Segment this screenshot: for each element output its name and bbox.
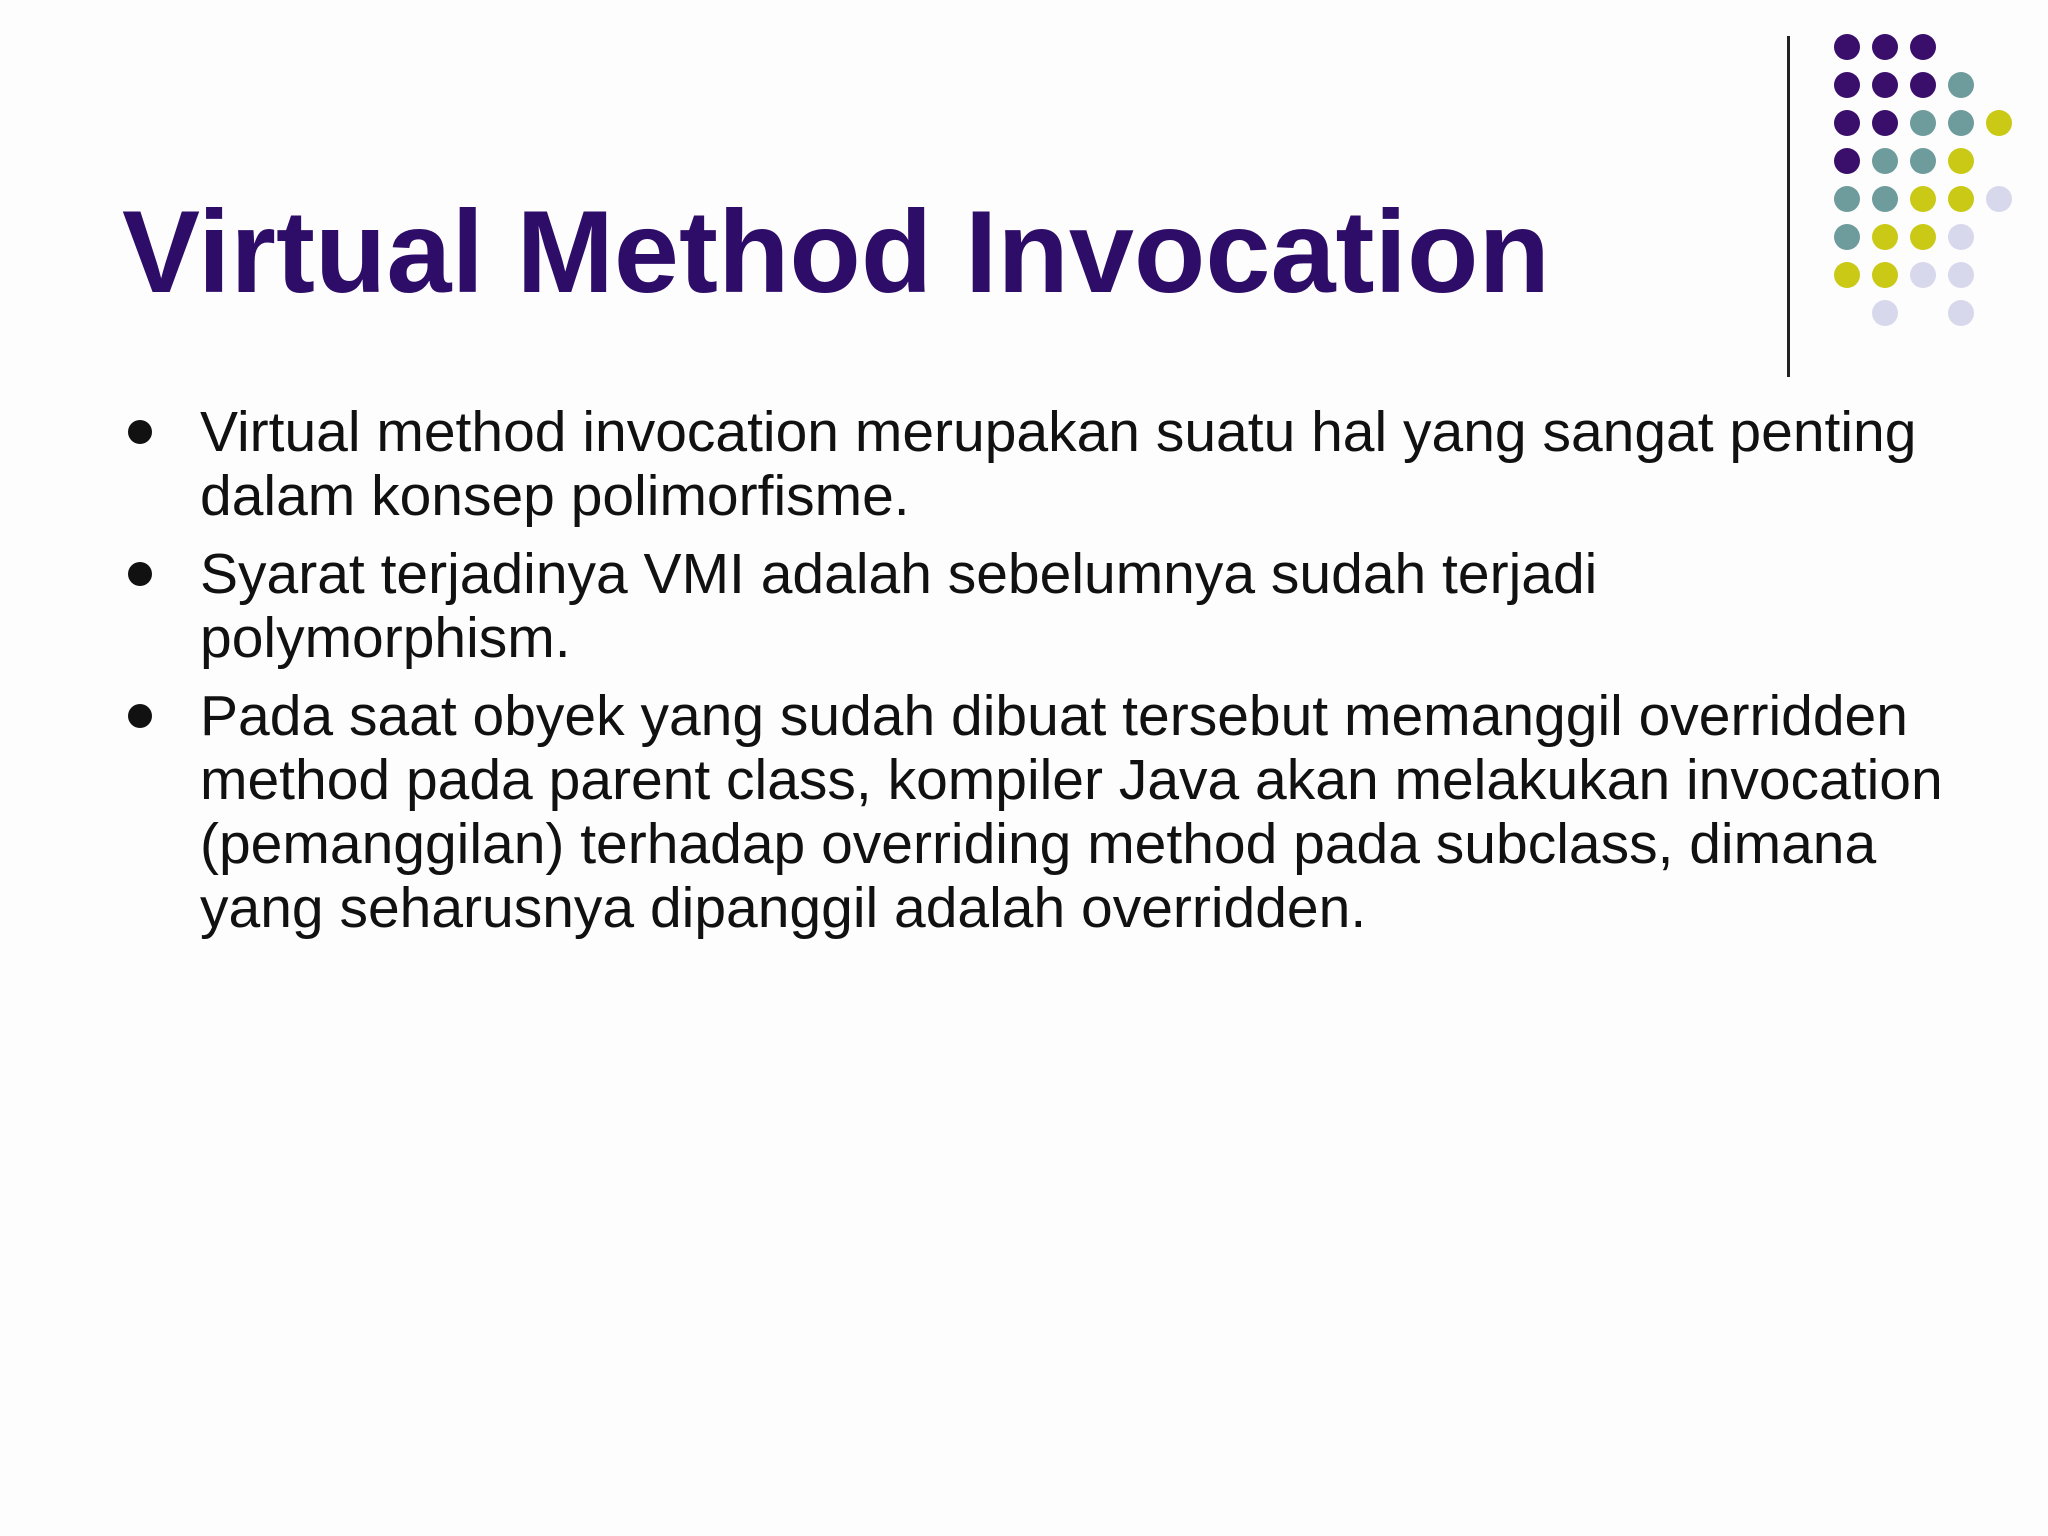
decorative-dot <box>1834 224 1860 250</box>
decorative-dot <box>1910 186 1936 212</box>
decorative-dot <box>1910 148 1936 174</box>
bullet-item <box>122 542 1962 670</box>
decorative-dot <box>1910 110 1936 136</box>
decorative-dot <box>1948 186 1974 212</box>
decorative-dot <box>1910 72 1936 98</box>
bullet-text: Pada saat obyek yang sudah dibuat tersebut memanggil overridden method pada parent class, kompiler Java akan melakukan invocation (pemanggilan) terhadap overriding method pada subclass, dimana yang seharusnya dipanggil adalah overridden. <box>200 684 1943 940</box>
decorative-dot <box>1872 148 1898 174</box>
bullet-icon <box>128 420 152 444</box>
decorative-dot <box>1872 34 1898 60</box>
decorative-dot <box>1834 34 1860 60</box>
decorative-dot <box>1948 300 1974 326</box>
decorative-dot <box>1948 72 1974 98</box>
decorative-dot <box>1872 110 1898 136</box>
decorative-dot <box>1910 262 1936 288</box>
decorative-dot <box>1948 224 1974 250</box>
decorative-dot <box>1948 262 1974 288</box>
bullet-text: Syarat terjadinya VMI adalah sebelumnya sudah terjadi polymorphism. <box>200 542 1598 670</box>
decorative-dot <box>1872 300 1898 326</box>
decorative-dot <box>1986 186 2012 212</box>
decorative-dot <box>1910 224 1936 250</box>
decorative-dot <box>1834 262 1860 288</box>
decorative-dot <box>1872 186 1898 212</box>
decorative-dot <box>1948 110 1974 136</box>
bullet-text: Virtual method invocation merupakan suatu hal yang sangat penting dalam konsep polimorfisme. <box>200 400 1917 528</box>
decorative-dot <box>1910 34 1936 60</box>
bullet-icon <box>128 704 152 728</box>
decorative-dot <box>1948 148 1974 174</box>
slide-title: Virtual Method Invocation <box>122 186 1550 317</box>
bullet-item <box>122 400 1962 528</box>
bullet-icon <box>128 562 152 586</box>
decorative-dot <box>1986 110 2012 136</box>
decorative-dot <box>1834 72 1860 98</box>
vertical-divider <box>1787 36 1790 377</box>
bullet-item <box>122 684 1962 940</box>
decorative-dot <box>1834 110 1860 136</box>
bullet-list <box>122 400 1962 954</box>
decorative-dot <box>1872 224 1898 250</box>
decorative-dot <box>1872 262 1898 288</box>
decorative-dot <box>1834 148 1860 174</box>
decorative-dot <box>1872 72 1898 98</box>
decorative-dot <box>1834 186 1860 212</box>
